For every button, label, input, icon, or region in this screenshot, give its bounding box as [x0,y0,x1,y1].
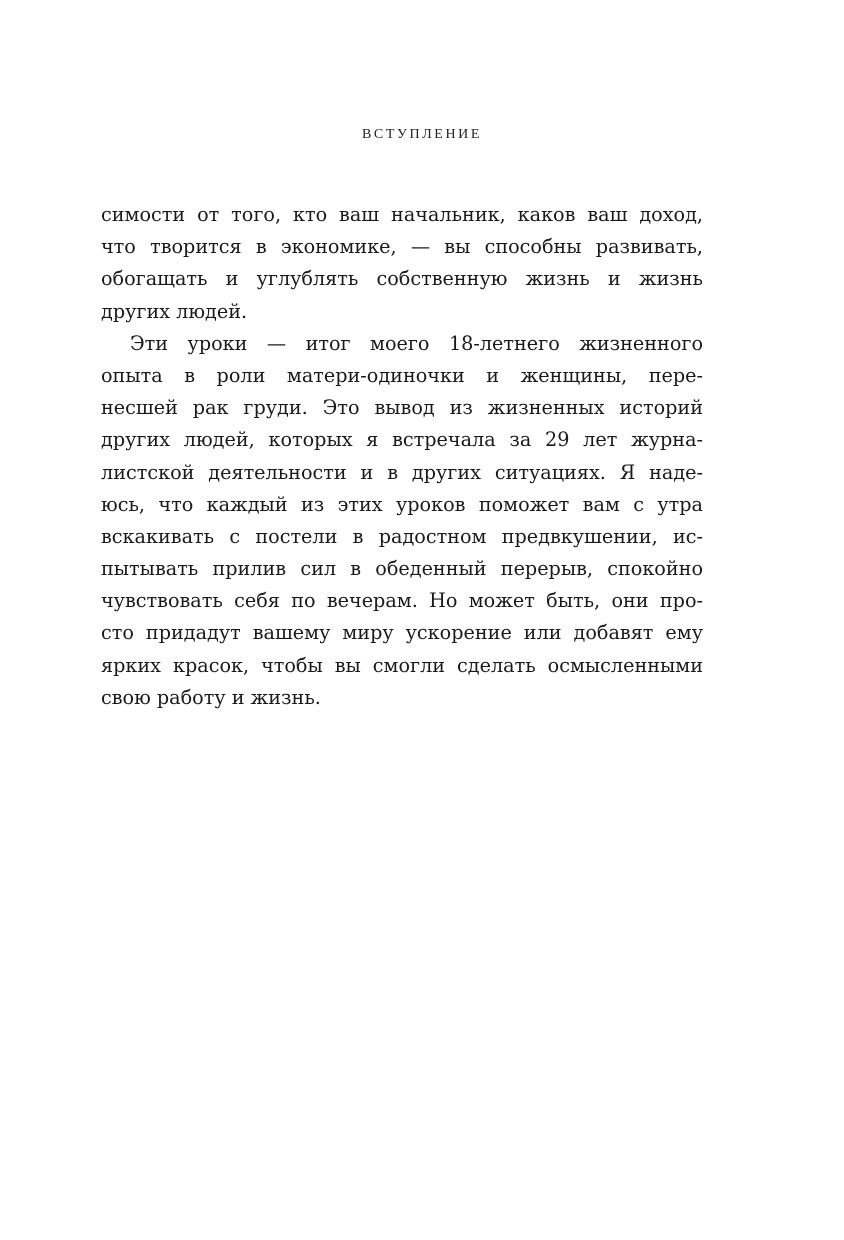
text-line: ярких красок, чтобы вы смогли сделать осмысленными [101,653,703,677]
text-line: несшей рак груди. Это вывод из жизненных историй [101,396,703,420]
running-head: ВСТУПЛЕНИЕ [361,127,483,142]
text-line: сто придадут вашему миру ускорение или добавят ему [101,621,703,645]
text-line: опыта в роли матери-одиночки и женщины, пере- [101,363,703,387]
text-line: свою работу и жизнь. [101,685,321,709]
text-line: других людей. [101,299,248,323]
text-line: листской деятельности и в других ситуациях. Я наде- [101,460,703,484]
text-line: обогащать и углублять собственную жизнь и жизнь [101,267,703,291]
paragraph-2 [101,328,703,714]
text-line: других людей, которых я встречала за 29 лет журна- [101,428,703,452]
text-line: симости от того, кто ваш начальник, каков ваш доход, [101,203,703,226]
text-line: чувствовать себя по вечерам. Но может быть, они про- [101,589,703,613]
text-line: что творится в экономике, — вы способны развивать, [101,235,703,259]
text-line: вскакивать с постели в радостном предвкушении, ис- [101,524,703,548]
text-line: пытывать прилив сил в обеденный перерыв, спокойно [101,557,703,581]
text-line: юсь, что каждый из этих уроков поможет вам с утра [101,492,703,516]
paragraph-1 [101,199,703,328]
body-text [101,199,703,714]
text-line: Эти уроки — итог моего 18-летнего жизненного [130,331,703,355]
